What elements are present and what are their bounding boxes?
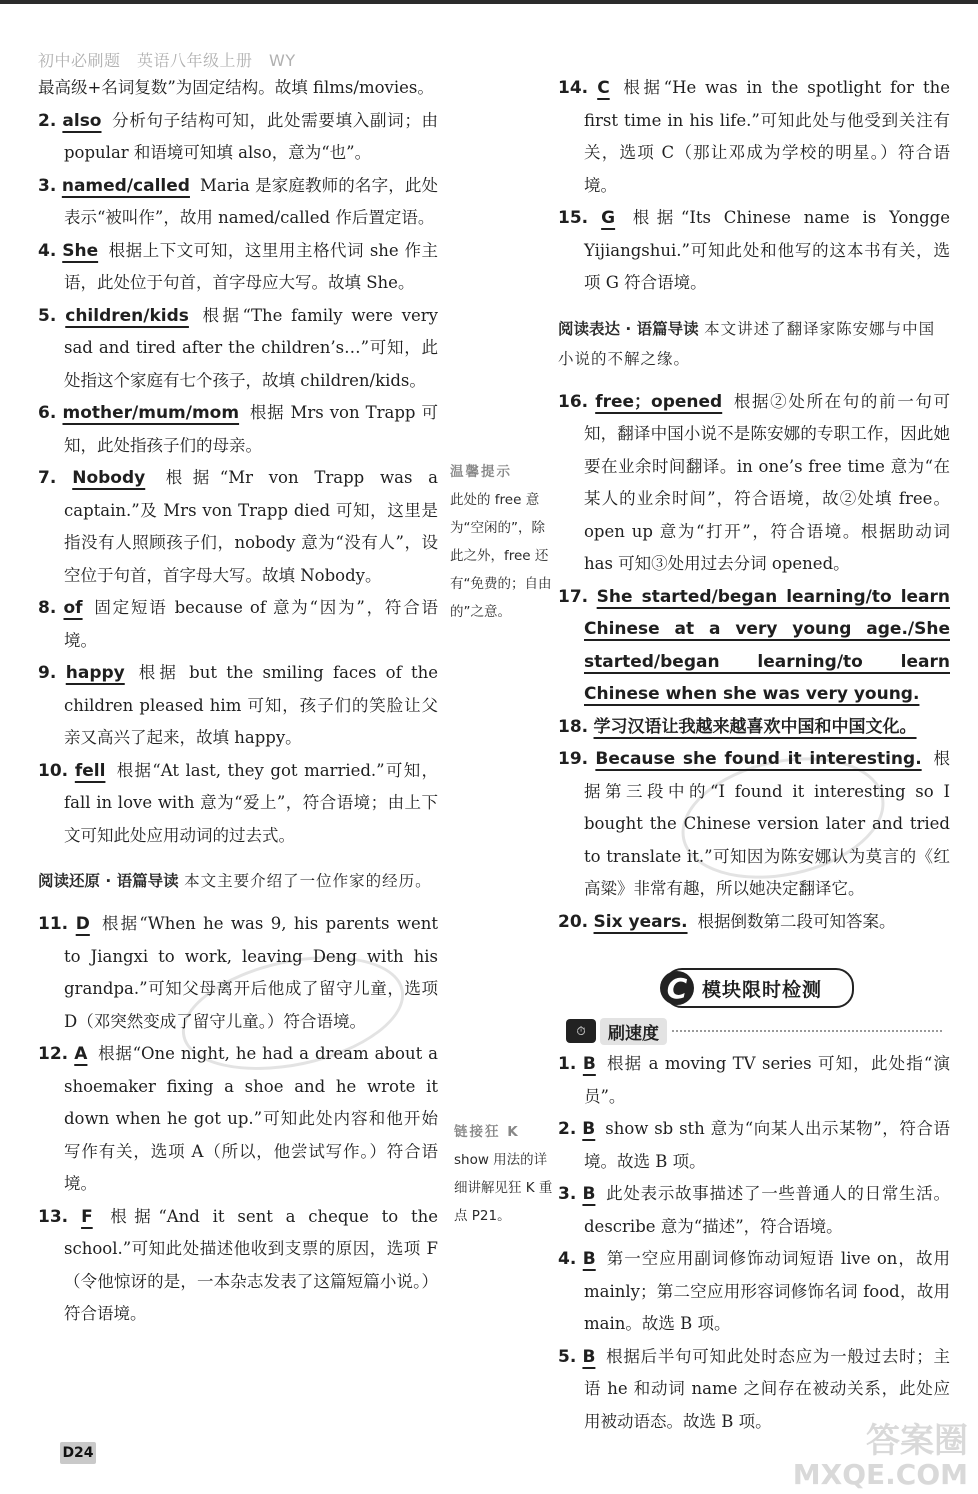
answer-key: B <box>582 1119 596 1139</box>
answer-key: free；opened <box>595 391 723 412</box>
answer-item <box>38 592 438 657</box>
link-text: show 用法的详细讲解见狂 K 重点 P21。 <box>454 1152 553 1224</box>
answer-number: 17. <box>558 586 589 607</box>
answer-item <box>38 1201 438 1331</box>
answer-explanation: 固定短语 because of 意为“因为”，符合语境。 <box>64 598 438 650</box>
answer-key: also <box>62 110 102 131</box>
answer-key: A <box>74 1044 88 1064</box>
answer-explanation: 根据上下文可知，这里用主格代词 she 作主语，此处位于句首，首字母应大写。故填 She。 <box>64 240 438 292</box>
answer-number: 7. <box>38 468 57 488</box>
answer-number: 10. <box>38 760 69 781</box>
link-title: 链接狂 K <box>454 1124 520 1140</box>
answer-number: 15. <box>558 208 589 228</box>
answer-item <box>38 300 438 398</box>
answer-item <box>38 908 438 1038</box>
answer-item <box>558 202 950 300</box>
answer-number: 16. <box>558 391 589 412</box>
answer-item <box>558 1113 950 1178</box>
answer-number: 6. <box>38 403 57 423</box>
speed-answers <box>558 1048 950 1438</box>
answer-explanation: 分析句子结构可知，此处需要填入副词；由 popular 和语境可知填 also，意为“也”。 <box>64 110 439 162</box>
answer-explanation: 根据“Its Chinese name is Yongge Yijiangshui.”可知此处和他写的这本书有关，选项 G 符合语境。 <box>584 208 951 292</box>
left-column <box>38 72 438 1331</box>
answer-key: Six years. <box>593 911 688 932</box>
answer-key: fell <box>74 760 106 781</box>
answer-explanation: 根据“And it sent a cheque to the school.”可知此处描述他收到支票的原因，选项 F（令他惊讶的是，一本杂志发表了这篇短篇小说。）符合语境。 <box>64 1206 438 1323</box>
answer-number: 4. <box>558 1249 577 1269</box>
right-column <box>558 72 950 938</box>
speed-section-header <box>566 1016 667 1046</box>
answer-item <box>38 397 438 462</box>
speed-label: 刷速度 <box>600 1018 667 1045</box>
link-box <box>454 1118 554 1230</box>
answer-number: 3. <box>558 1184 577 1204</box>
reading-guide: 阅读表达 · 语篇导读 本文讲述了翻译家陈安娜与中国小说的不解之缘。 <box>558 319 936 368</box>
answer-item <box>558 72 950 202</box>
module-title: 模块限时检测 <box>702 978 823 1001</box>
answer-explanation: Maria 是家庭教师的名字，此处表示“被叫作”，故用 named/called 作后置定语。 <box>64 175 438 227</box>
answer-item <box>558 1178 950 1243</box>
answer-item <box>558 581 950 711</box>
tip-title: 温馨提示 <box>450 464 512 480</box>
answer-explanation: 根据 but the smiling faces of the children pleased him 可知，孩子们的笑脸让父亲又高兴了起来，故填 happy。 <box>64 663 438 747</box>
answer-explanation: 根据第三段中的“I found it interesting so I bought the Chinese version later and tried to translate it.”可知因为陈安娜认为莫言的《红高粱》非常有趣，所以她决定翻译它。 <box>584 749 950 898</box>
answer-key: F <box>81 1206 93 1227</box>
answer-explanation: 此处表示故事描述了一些普通人的日常生活。describe 意为“描述”，符合语境。 <box>584 1184 951 1236</box>
answer-key: of <box>63 598 83 618</box>
answer-key: D <box>75 914 90 934</box>
answer-number: 12. <box>38 1044 69 1064</box>
answer-explanation: 根据“The family were very sad and tired after the children’s…”可知，此处指这个家庭有七个孩子，故填 children/kids。 <box>64 305 439 390</box>
answer-item <box>38 657 438 755</box>
answer-key: 学习汉语让我越来越喜欢中国和中国文化。 <box>593 716 917 737</box>
site-watermark: 答案圈 MXQE.COM <box>792 1421 968 1491</box>
answer-number: 14. <box>558 78 589 98</box>
answer-number: 11. <box>38 914 69 934</box>
answer-key: B <box>582 1249 596 1269</box>
answer-key: B <box>582 1184 596 1204</box>
answer-explanation: show sb sth 意为“向某人出示某物”，符合语境。故选 B 项。 <box>584 1119 951 1171</box>
reading-guide: 阅读还原 · 语篇导读 本文主要介绍了一位作家的经历。 <box>38 872 432 890</box>
answer-explanation: 根据“One night, he had a dream about a shoemaker fixing a shoe and he wrote it down when he got up.”可知此处内容和他开始写作有关，选项 A（所以，他尝试写作。）符合语境。 <box>64 1044 438 1193</box>
answer-number: 5. <box>558 1346 577 1367</box>
answer-item <box>558 906 950 939</box>
answer-key: named/called <box>61 175 190 196</box>
page-number: D24 <box>60 1442 96 1464</box>
answer-item <box>558 743 950 906</box>
answer-explanation: 根据“When he was 9, his parents went to Jiangxi to work, leaving Deng with his grandpa.”可知父母离开后他成了留守儿童，选项 D（邓突然变成了留守儿童。）符合语境。 <box>64 914 438 1031</box>
answer-key: G <box>601 208 616 228</box>
answer-number: 19. <box>558 749 589 769</box>
answer-item <box>38 170 438 235</box>
answer-explanation: 根据倒数第二段可知答案。 <box>697 911 896 931</box>
answer-item <box>558 711 950 744</box>
answer-item <box>558 1243 950 1341</box>
answer-key: Because she found it interesting. <box>595 749 922 769</box>
answer-number: 4. <box>38 240 57 261</box>
answer-number: 2. <box>558 1119 577 1139</box>
answer-item <box>38 462 438 592</box>
answer-explanation: 第一空应用副词修饰动词短语 live on，故用 mainly；第二空应用形容词修饰名词 food，故用 main。故选 B 项。 <box>584 1249 950 1333</box>
answer-key: children/kids <box>65 305 189 326</box>
top-border <box>0 0 978 4</box>
answer-number: 9. <box>38 663 57 683</box>
answer-number: 13. <box>38 1206 69 1227</box>
answer-key: C <box>597 78 610 98</box>
answer-number: 8. <box>38 598 57 618</box>
answer-explanation: 根据 a moving TV series 可知，此处指“演员”。 <box>584 1054 950 1106</box>
tip-box <box>450 458 552 626</box>
running-header: 初中必刷题 英语八年级上册 WY <box>38 51 296 70</box>
answer-key: B <box>582 1054 596 1074</box>
answer-explanation: 根据②处所在句的前一句可知，翻译中国小说不是陈安娜的专职工作，因此她要在业余时间翻译。in one’s free time 意为“在某人的业余时间”，符合语境，故②处填 free。open up 意为“打开”，符合语境。根据助动词 has 可知③处用过去分词 opened。 <box>584 391 951 573</box>
answer-explanation: 根据“Mr von Trapp was a captain.”及 Mrs von Trapp died 可知，这里是指没有人照顾孩子们，nobody 意为“没有人”，设空位于句首，首字母大写。故填 Nobody。 <box>64 468 439 585</box>
module-c-icon: C <box>660 971 694 1005</box>
answer-item <box>38 235 438 300</box>
answer-continuation: 最高级+名词复数”为固定结构。故填 films/movies。 <box>38 78 434 97</box>
answer-item <box>558 386 950 581</box>
stopwatch-icon: ⏱ <box>566 1019 596 1043</box>
answer-explanation: 根据后半句可知此处时态应为一般过去时；主语 he 和动词 name 之间存在被动关系，此处应用被动语态。故选 B 项。 <box>584 1346 951 1431</box>
answer-key: She <box>62 240 99 261</box>
tip-text: 此处的 free 意为“空闲的”，除此之外，free 还有“免费的；自由的”之意。 <box>450 492 552 620</box>
answer-key: mother/mum/mom <box>62 403 240 423</box>
answer-item <box>38 1038 438 1201</box>
answer-explanation: 根据“He was in the spotlight for the first time in his life.”可知此处与他受到关注有关，选项 C（那让邓成为学校的明星。）符合语境。 <box>584 78 950 195</box>
answer-key: happy <box>65 663 125 683</box>
answer-key: Nobody <box>72 468 146 488</box>
answer-key: She started/began learning/to learn Chinese at a very young age./She started/began learning/to learn Chinese when she was very young. <box>584 586 951 704</box>
answer-number: 1. <box>558 1054 577 1074</box>
answer-explanation: 根据“At last, they got married.”可知，fall in love with 意为“爱上”，符合语境；由上下文可知此处应用动词的过去式。 <box>64 760 438 845</box>
answer-explanation: 根据 Mrs von Trapp 可知，此处指孩子们的母亲。 <box>64 403 438 455</box>
answer-number: 2. <box>38 110 57 131</box>
dotted-rule <box>672 1030 942 1032</box>
answer-number: 20. <box>558 911 589 932</box>
answer-key: B <box>582 1346 596 1367</box>
answer-item <box>38 755 438 853</box>
answer-item <box>558 1048 950 1113</box>
module-test-banner <box>664 968 854 1008</box>
answer-number: 5. <box>38 305 57 326</box>
answer-item <box>38 105 438 170</box>
answer-number: 3. <box>38 175 57 196</box>
answer-number: 18. <box>558 716 589 737</box>
